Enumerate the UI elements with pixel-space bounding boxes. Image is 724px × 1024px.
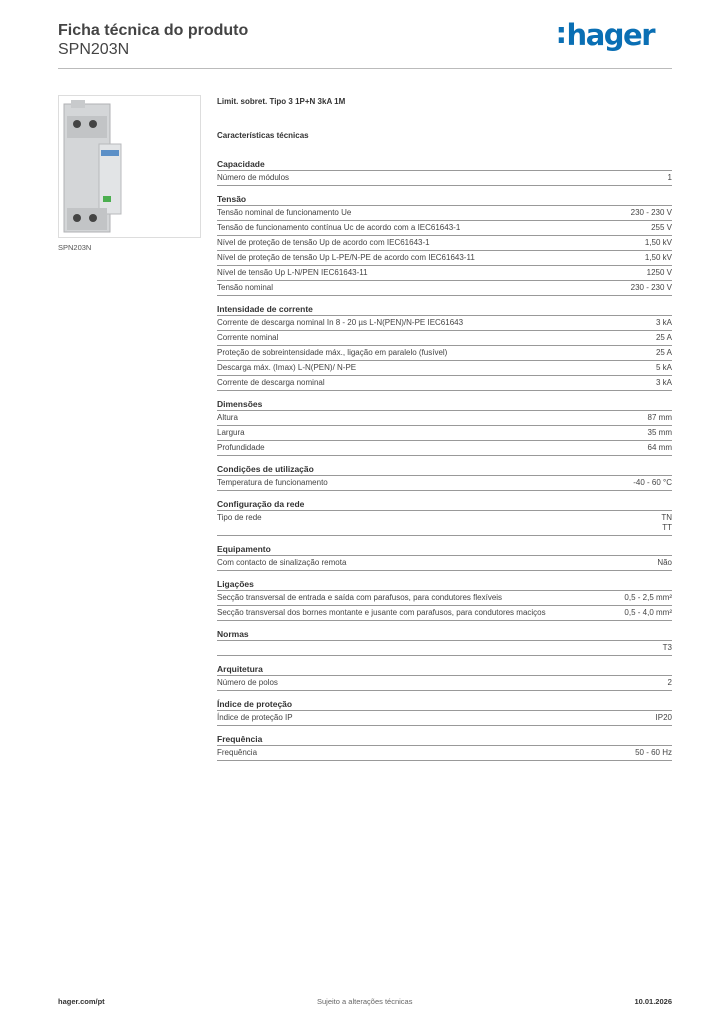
product-code: SPN203N: [58, 41, 130, 58]
section-title: Configuração da rede: [217, 497, 672, 511]
spec-value: 230 - 230 V: [630, 283, 672, 292]
spec-section: [217, 192, 672, 296]
spec-section: [217, 157, 672, 186]
spec-value: 3 kA: [655, 378, 672, 387]
spec-label: Tipo de rede: [217, 513, 262, 522]
footer-website: hager.com/pt: [58, 997, 105, 1006]
spec-label: Corrente de descarga nominal: [217, 378, 325, 387]
product-image: [58, 95, 201, 238]
spec-label: Frequência: [217, 748, 258, 757]
tech-heading: Características técnicas: [217, 131, 309, 140]
spec-label: Nível de proteção de tensão Up L-PE/N-PE de acordo com IEC61643-11: [217, 253, 475, 262]
spec-section: [217, 462, 672, 491]
document-title: Ficha técnica do produto: [58, 22, 249, 39]
spec-value: 1: [667, 173, 672, 182]
spec-row: [217, 266, 672, 281]
spec-section: [217, 497, 672, 536]
spec-label: Descarga máx. (Imax) L-N(PEN)/ N-PE: [217, 363, 357, 372]
spec-row: [217, 376, 672, 391]
spec-section: [217, 662, 672, 691]
spec-row: [217, 606, 672, 621]
spec-row: [217, 206, 672, 221]
spec-row: [217, 171, 672, 186]
image-caption: SPN203N: [58, 243, 92, 252]
spec-value: 1,50 kV: [644, 238, 672, 247]
spec-row: [217, 346, 672, 361]
spec-label: Secção transversal dos bornes montante e jusante com parafusos, para condutores maciços: [217, 608, 546, 617]
spec-label: Nível de proteção de tensão Up de acordo com IEC61643-1: [217, 238, 430, 247]
spec-value: T3: [662, 643, 672, 652]
spec-label: Tensão de funcionamento contínua Uc de acordo com a IEC61643-1: [217, 223, 461, 232]
section-title: Arquitetura: [217, 662, 672, 676]
section-title: Condições de utilização: [217, 462, 672, 476]
spec-value: 87 mm: [647, 413, 672, 422]
spec-row: [217, 676, 672, 691]
spec-value: 0,5 - 4,0 mm²: [624, 608, 672, 617]
footer-date: 10.01.2026: [634, 997, 672, 1006]
footer-notice: Sujeito a alterações técnicas: [317, 997, 413, 1006]
section-title: Índice de proteção: [217, 697, 672, 711]
spec-label: Altura: [217, 413, 238, 422]
spec-value: 50 - 60 Hz: [635, 748, 672, 757]
spec-label: Temperatura de funcionamento: [217, 478, 328, 487]
spec-row: [217, 411, 672, 426]
spec-value: 0,5 - 2,5 mm²: [624, 593, 672, 602]
spec-section: [217, 627, 672, 656]
section-title: Intensidade de corrente: [217, 302, 672, 316]
spec-value: 64 mm: [647, 443, 672, 452]
spec-label: Corrente nominal: [217, 333, 279, 342]
section-title: Normas: [217, 627, 672, 641]
header-divider: [58, 68, 672, 69]
spec-label: Largura: [217, 428, 245, 437]
spec-section: [217, 542, 672, 571]
spec-label: Profundidade: [217, 443, 265, 452]
product-description: Limit. sobret. Tipo 3 1P+N 3kA 1M: [217, 97, 346, 106]
spec-value: 3 kA: [655, 318, 672, 327]
spec-label: Secção transversal de entrada e saída com parafusos, para condutores flexíveis: [217, 593, 503, 602]
spec-value: 255 V: [651, 223, 672, 232]
spec-label: Índice de proteção IP: [217, 713, 293, 722]
spec-row: [217, 641, 672, 656]
spec-value: IP20: [655, 713, 672, 722]
section-title: Tensão: [217, 192, 672, 206]
document-header: [58, 16, 672, 70]
spec-label: Corrente de descarga nominal In 8 - 20 µs L-N(PEN)/N-PE IEC61643: [217, 318, 464, 327]
spec-value: 1250 V: [646, 268, 672, 277]
spec-label: Proteção de sobreintensidade máx., ligação em paralelo (fusível): [217, 348, 448, 357]
section-title: Capacidade: [217, 157, 672, 171]
spec-label: Número de polos: [217, 678, 278, 687]
spec-section: [217, 302, 672, 391]
spec-row: [217, 511, 672, 536]
spec-row: [217, 556, 672, 571]
spec-value: 5 kA: [655, 363, 672, 372]
spec-sections: [217, 157, 672, 761]
spec-section: [217, 577, 672, 621]
spec-row: [217, 746, 672, 761]
spec-value: 25 A: [655, 348, 672, 357]
spec-row: [217, 221, 672, 236]
spec-label: Número de módulos: [217, 173, 290, 182]
spec-value: 35 mm: [647, 428, 672, 437]
section-title: Dimensões: [217, 397, 672, 411]
spec-row: [217, 281, 672, 296]
spec-label: Tensão nominal: [217, 283, 274, 292]
spec-row: [217, 361, 672, 376]
spec-section: [217, 397, 672, 456]
spec-label: Tensão nominal de funcionamento Ue: [217, 208, 352, 217]
section-title: Equipamento: [217, 542, 672, 556]
spec-section: [217, 732, 672, 761]
spec-value: TN TT: [661, 513, 672, 532]
spec-value: 25 A: [655, 333, 672, 342]
spec-row: [217, 316, 672, 331]
spec-value: 230 - 230 V: [630, 208, 672, 217]
spec-value: Não: [657, 558, 672, 567]
spec-row: [217, 476, 672, 491]
specifications: [217, 97, 672, 767]
spec-label: Nível de tensão Up L-N/PEN IEC61643-11: [217, 268, 368, 277]
spec-value: 2: [667, 678, 672, 687]
spec-section: [217, 697, 672, 726]
spec-value: 1,50 kV: [644, 253, 672, 262]
spec-row: [217, 591, 672, 606]
spec-row: [217, 441, 672, 456]
spec-row: [217, 236, 672, 251]
spec-row: [217, 331, 672, 346]
section-title: Ligações: [217, 577, 672, 591]
spec-label: Com contacto de sinalização remota: [217, 558, 347, 567]
spec-row: [217, 426, 672, 441]
section-title: Frequência: [217, 732, 672, 746]
logo-text: hager: [566, 18, 654, 52]
spec-row: [217, 711, 672, 726]
spec-value: -40 - 60 °C: [633, 478, 672, 487]
hager-logo: :hager: [555, 16, 654, 52]
spec-row: [217, 251, 672, 266]
